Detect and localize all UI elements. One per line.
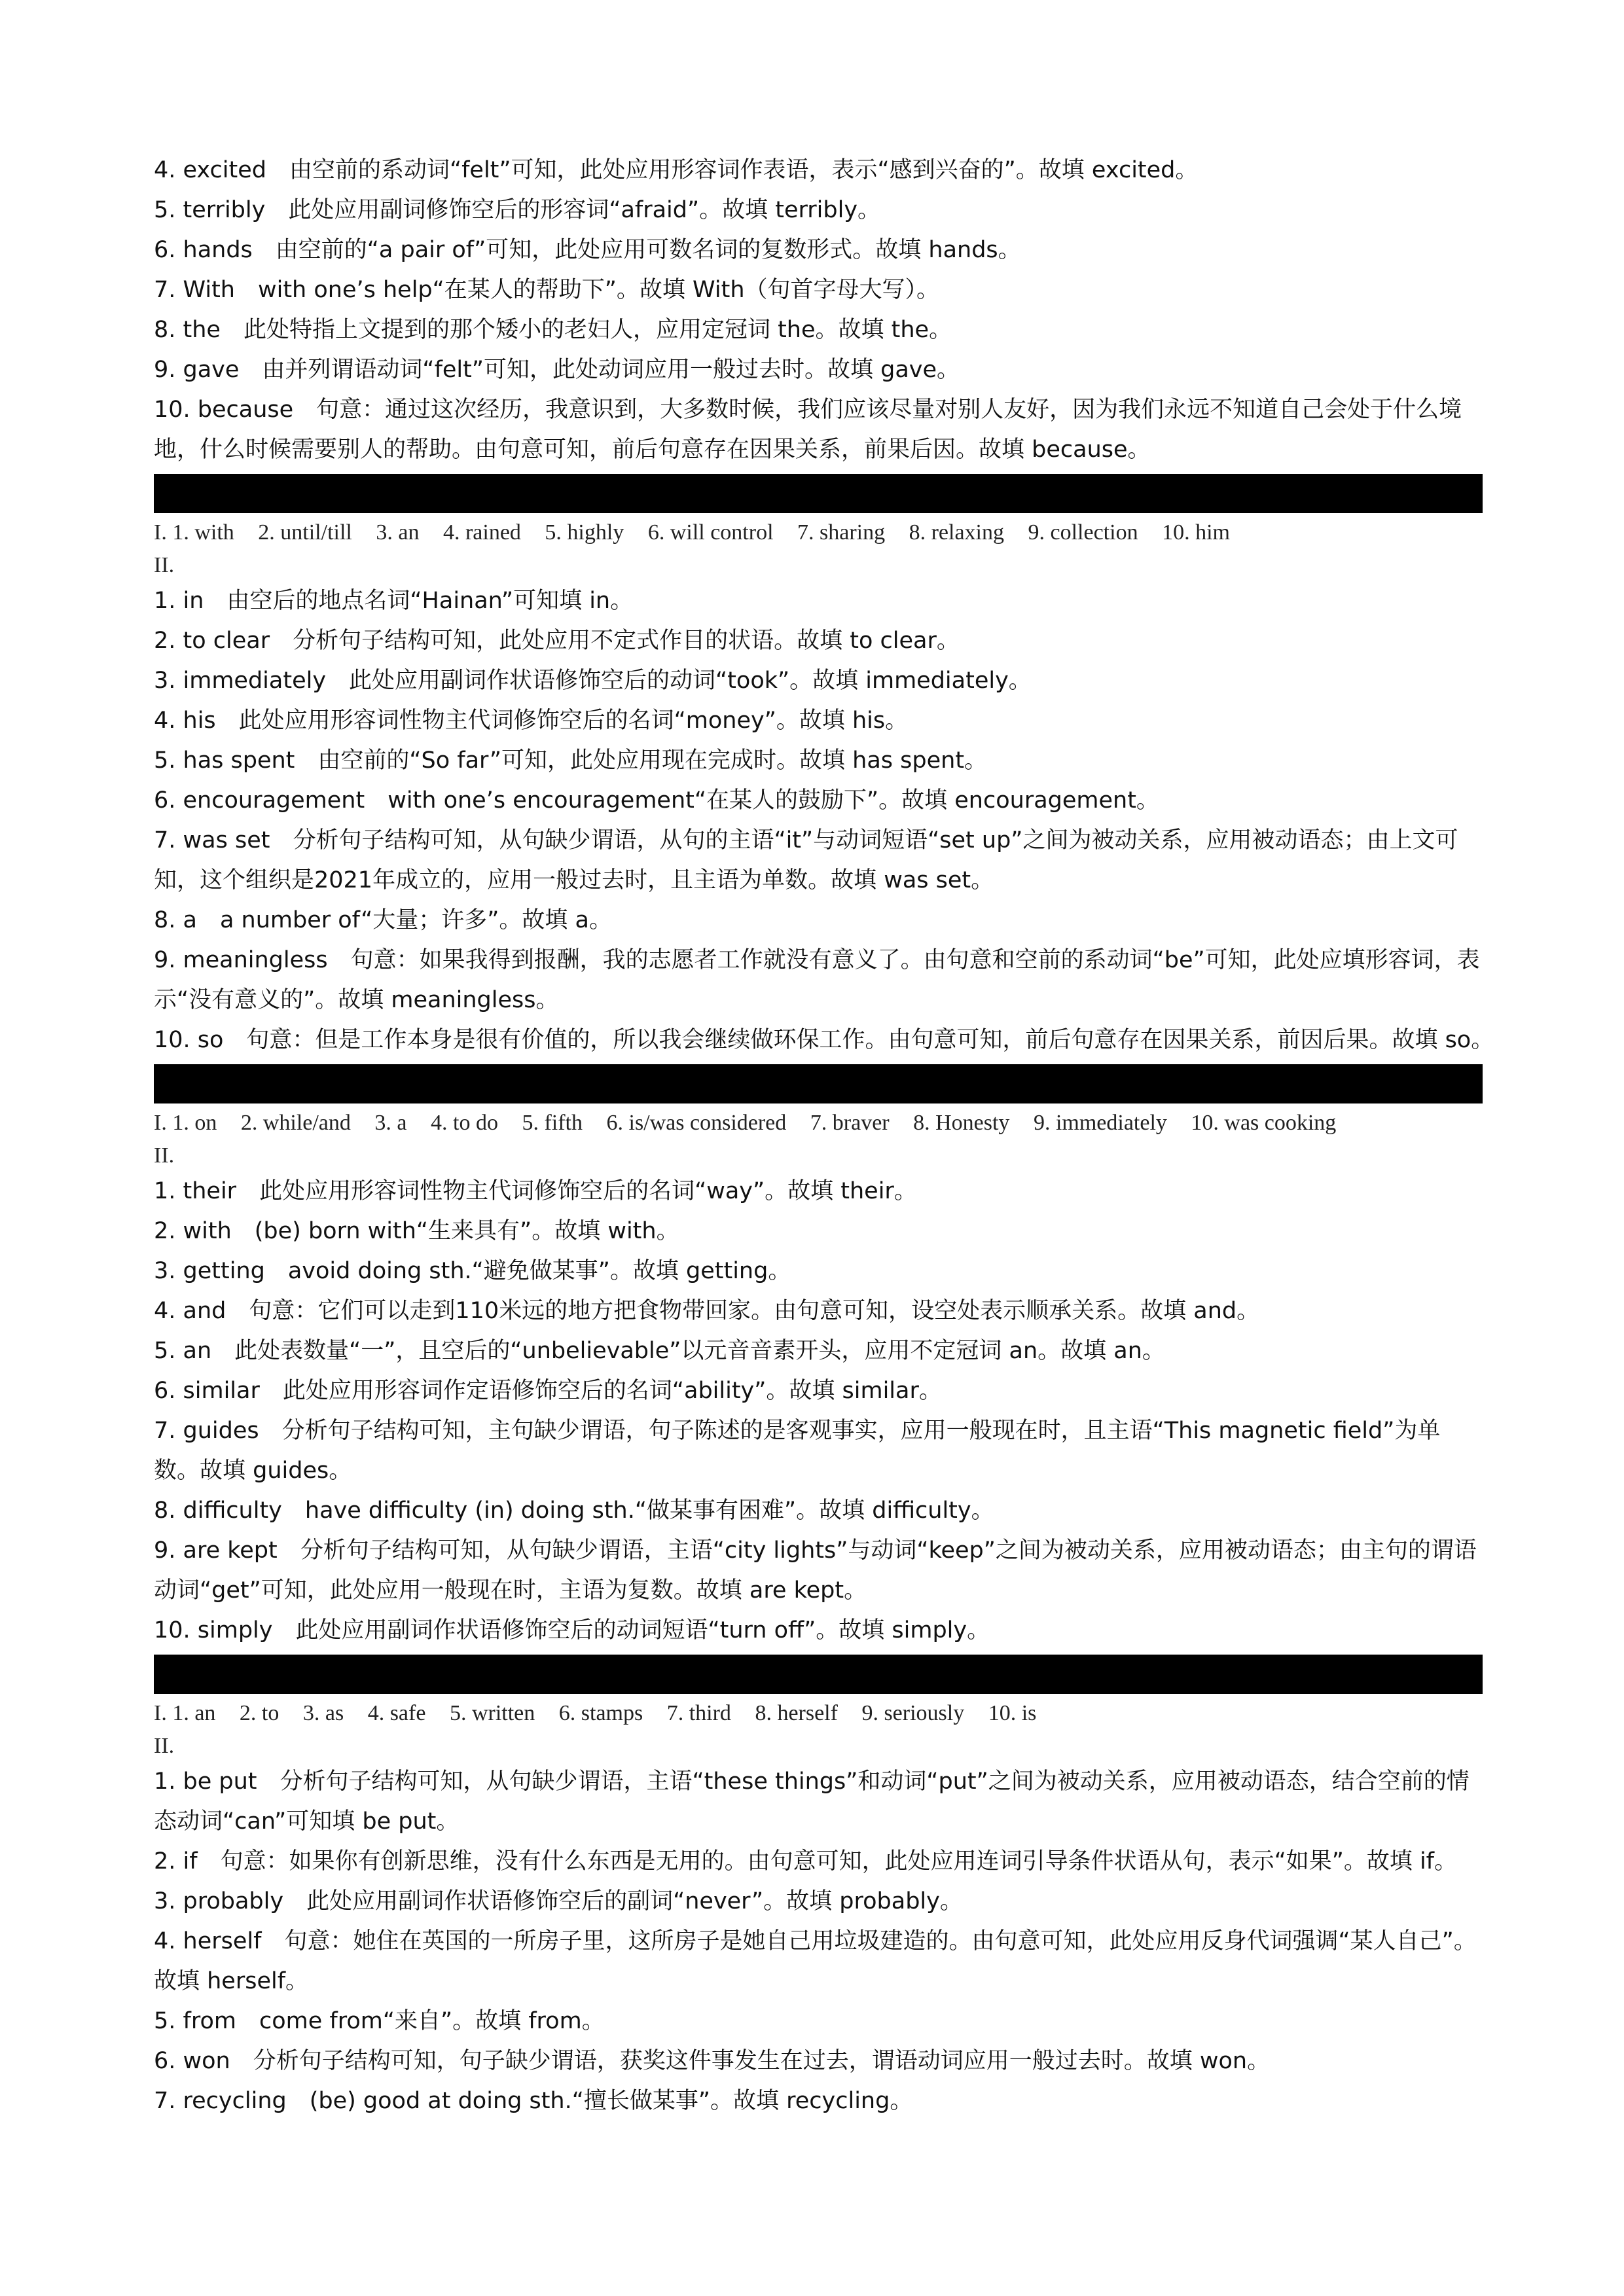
part1-answer: 4. to do: [431, 1111, 498, 1135]
answer-line: 3. immediately 此处应用副词作状语修饰空后的动词“took”。故填 immediately。: [154, 668, 1032, 694]
answer-line: 6. hands 由空前的“a pair of”可知，此处应用可数名词的复数形式。故填 hands。: [154, 237, 1021, 263]
answer-line: 7. With with one’s help“在某人的帮助下”。故填 With（句首字母大写）。: [154, 277, 939, 303]
answer-line: 3. getting avoid doing sth.“避免做某事”。故填 getting。: [154, 1258, 791, 1284]
answer-page: [154, 151, 1494, 2121]
answer-line: 5. has spent 由空前的“So far”可知，此处应用现在完成时。故填 has spent。: [154, 747, 988, 774]
answer-line: 2. to clear 分析句子结构可知，此处应用不定式作目的状语。故填 to clear。: [154, 628, 960, 654]
answer-line: 4. excited 由空前的系动词“felt”可知，此处应用形容词作表语，表示“感到兴奋的”。故填 excited。: [154, 157, 1199, 183]
part1-answer: 6. stamps: [558, 1701, 643, 1725]
part1-answer: 5. written: [449, 1701, 535, 1725]
part1-answer: 6. is/was considered: [606, 1111, 787, 1135]
part1-answer: 4. rained: [442, 520, 521, 545]
answer-line: 1. their 此处应用形容词性物主代词修饰空后的名词“way”。故填 their。: [154, 1178, 917, 1204]
answer-line: 2. if 句意：如果你有创新思维，没有什么东西是无用的。由句意可知，此处应用连词引导条件状语从句，表示“如果”。故填 if。: [154, 1848, 1458, 1874]
part1-answers: [154, 516, 1483, 550]
part1-answer: 2. to: [239, 1701, 280, 1725]
answer-line: 4. herself 句意：她住在英国的一所房子里，这所房子是她自己用垃圾建造的。由句意可知，此处应用反身代词强调“某人自己”。故填 herself。: [154, 1928, 1477, 1994]
answer-line: 10. simply 此处应用副词作状语修饰空后的动词短语“turn off”。故填 simply。: [154, 1617, 990, 1643]
part2-label: II.: [154, 1143, 175, 1168]
answer-line: 9. gave 由并列谓语动词“felt”可知，此处动词应用一般过去时。故填 gave。: [154, 357, 960, 383]
part1-answer: 2. until/till: [258, 520, 352, 545]
part1-answers: [154, 1696, 1483, 1731]
part1-answer: 4. safe: [367, 1701, 426, 1725]
part1-answer: 10. was cooking: [1191, 1111, 1337, 1135]
answer-line: 5. an 此处表数量“一”，且空后的“unbelievable”以元音音素开头，应用不定冠词 an。故填 an。: [154, 1338, 1165, 1364]
part1-answer: 6. will control: [647, 520, 774, 545]
part1-answer: I. 1. with: [154, 520, 234, 545]
part1-answer: 5. highly: [545, 520, 624, 545]
part1-answer: 9. immediately: [1033, 1111, 1167, 1135]
answer-line: 8. a a number of“大量；许多”。故填 a。: [154, 907, 612, 933]
part1-answer: 2. while/and: [240, 1111, 351, 1135]
answer-line: 3. probably 此处应用副词作状语修饰空后的副词“never”。故填 probably。: [154, 1888, 963, 1914]
part1-answer: I. 1. on: [154, 1111, 217, 1135]
section-divider-bar: [154, 1064, 1483, 1103]
answer-line: 8. difficulty have difficulty (in) doing sth.“做某事有困难”。故填 difficulty。: [154, 1498, 994, 1524]
answer-line: 4. and 句意：它们可以走到110米远的地方把食物带回家。由句意可知，设空处表示顺承关系。故填 and。: [154, 1298, 1260, 1324]
answer-line: 7. recycling (be) good at doing sth.“擅长做某事”。故填 recycling。: [154, 2088, 913, 2114]
answer-line: 8. the 此处特指上文提到的那个矮小的老妇人，应用定冠词 the。故填 the。: [154, 317, 952, 343]
part1-answer: 7. braver: [810, 1111, 890, 1135]
answer-line: 4. his 此处应用形容词性物主代词修饰空后的名词“money”。故填 his。: [154, 708, 909, 734]
answer-line: 10. so 句意：但是工作本身是很有价值的，所以我会继续做环保工作。由句意可知，前后句意存在因果关系，前因后果。故填 so。: [154, 1027, 1494, 1053]
answer-line: 5. from come from“来自”。故填 from。: [154, 2008, 605, 2034]
section-1: [154, 151, 1483, 470]
part2-label: II.: [154, 1734, 175, 1758]
answer-line: 7. guides 分析句子结构可知，主句缺少谓语，句子陈述的是客观事实，应用一般现在时，且主语“This magnetic field”为单数。故填 guides。: [154, 1418, 1441, 1484]
part1-answer: 8. herself: [755, 1701, 838, 1725]
part1-answer: 7. third: [666, 1701, 731, 1725]
answer-line: 5. terribly 此处应用副词修饰空后的形容词“afraid”。故填 terribly。: [154, 197, 881, 223]
answer-line: 9. are kept 分析句子结构可知，从句缺少谓语，主语“city lights”与动词“keep”之间为被动关系，应用被动语态；由主句的谓语动词“get”可知，此处应用一般现在时，主语为复数。故填 are kept。: [154, 1537, 1477, 1604]
answer-line: 1. be put 分析句子结构可知，从句缺少谓语，主语“these things”和动词“put”之间为被动关系，应用被动语态，结合空前的情态动词“can”可知填 be put。: [154, 1768, 1470, 1835]
section-3: [154, 1106, 1483, 1651]
part1-answer: 9. collection: [1028, 520, 1138, 545]
part1-answer: 8. relaxing: [909, 520, 1005, 545]
section-divider-bar: [154, 474, 1483, 513]
part1-answer: 3. as: [302, 1701, 344, 1725]
answer-line: 6. encouragement with one’s encouragement“在某人的鼓励下”。故填 encouragement。: [154, 787, 1159, 814]
part1-answer: 3. an: [376, 520, 420, 545]
answer-line: 7. was set 分析句子结构可知，从句缺少谓语，从句的主语“it”与动词短语“set up”之间为被动关系，应用被动语态；由上文可知，这个组织是2021年成立的，应用一般过去时，且主语为单数。故填 was set。: [154, 827, 1458, 893]
part1-answer: I. 1. an: [154, 1701, 216, 1725]
part2-label: II.: [154, 553, 175, 577]
answer-line: 1. in 由空后的地点名词“Hainan”可知填 in。: [154, 588, 634, 614]
part1-answer: 3. a: [374, 1111, 407, 1135]
part1-answer: 9. seriously: [861, 1701, 965, 1725]
answer-line: 10. because 句意：通过这次经历，我意识到，大多数时候，我们应该尽量对别人友好，因为我们永远不知道自己会处于什么境地，什么时候需要别人的帮助。由句意可知，前后句意存在因果关系，前果后因。故填 because。: [154, 397, 1462, 463]
section-divider-bar: [154, 1655, 1483, 1694]
answer-line: 6. won 分析句子结构可知，句子缺少谓语，获奖这件事发生在过去，谓语动词应用一般过去时。故填 won。: [154, 2048, 1271, 2074]
part1-answer: 8. Honesty: [913, 1111, 1010, 1135]
part1-answer: 7. sharing: [797, 520, 886, 545]
answer-line: 2. with (be) born with“生来具有”。故填 with。: [154, 1218, 679, 1244]
part1-answers: [154, 1106, 1483, 1140]
part1-answer: 10. is: [988, 1701, 1037, 1725]
section-4: [154, 1696, 1483, 2121]
answer-line: 6. similar 此处应用形容词作定语修饰空后的名词“ability”。故填 similar。: [154, 1378, 942, 1404]
answer-line: 9. meaningless 句意：如果我得到报酬，我的志愿者工作就没有意义了。由句意和空前的系动词“be”可知，此处应填形容词，表示“没有意义的”。故填 meaningless。: [154, 947, 1480, 1013]
part1-answer: 5. fifth: [522, 1111, 583, 1135]
part1-answer: 10. him: [1162, 520, 1230, 545]
section-2: [154, 516, 1494, 1060]
